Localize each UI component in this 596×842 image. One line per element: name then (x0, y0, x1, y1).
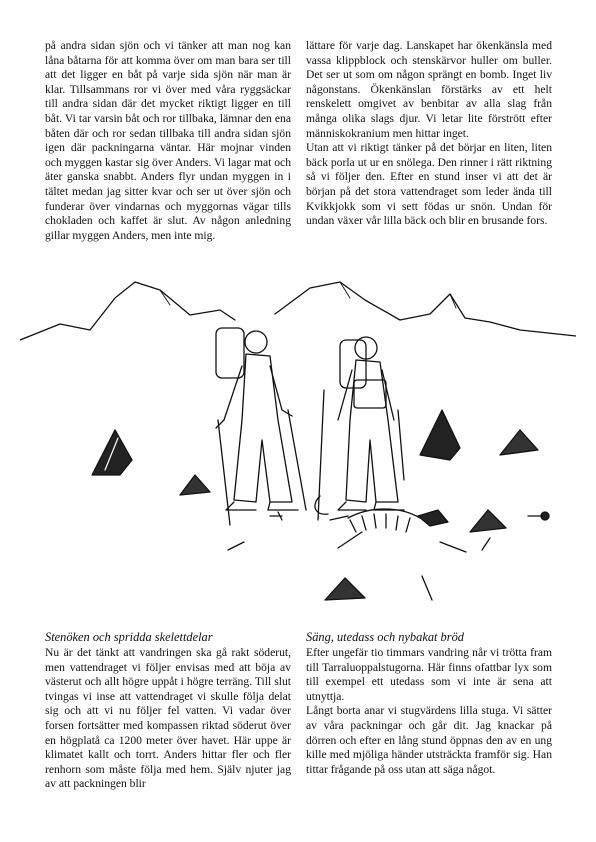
section-heading: Säng, utedass och nybakat bröd (306, 630, 464, 644)
section-heading: Stenöken och spridda skelettdelar (45, 630, 213, 644)
text-column-bottom-right (306, 630, 552, 777)
text-column-top-right (306, 39, 552, 229)
body-paragraph: Långt borta anar vi stugvärdens lilla stuga. Vi sätter av våra packningar och går dit. Jag knackar på dörren och efter en lång stund öppnas den av en ung kille med mjöliga händer utsträckta framför sig. Han tittar frågande på oss utan att säga något. (306, 704, 552, 776)
text-column-bottom-left (45, 630, 291, 792)
body-paragraph: på andra sidan sjön och vi tänker att man nog kan låna båtarna för att komma över om man bara ser till att det ligger en båt på varje sida sjön när man är klar. Tillsammans ror vi över med våra ryggsäckar till andra sidan där det mycket riktigt ligger en till båt. Vi tar varsin båt och ror tillbaka, lämnar den ena båten där och ror sedan tillbaka till andra sidan sjön igen där packningarna väntar. Här mojnar vinden och myggen kastar sig över Anders. Vi lagar mat och äter ganska snabbt. Anders flyr undan myggen in i tältet medan jag sitter kvar och ser ut över sjön och funderar över vindarnas och myggornas vägar tills chokladen och kaffet är slut. Av någon anledning gillar myggen Anders, men inte mig. (45, 39, 291, 242)
hikers-with-skeleton-drawing (20, 270, 576, 625)
text-column-top-left (45, 39, 291, 243)
body-paragraph: Utan att vi riktigt tänker på det börjar en liten, liten bäck porla ut ur en snölega. Den rinner i rätt riktning så vi följer den. Efter en stund inser vi att det är början på det stora vattendraget som leder ända till Kvikkjokk som vi sett födas ur snön. Undan för undan växer vår lilla bäck och blir en brusande fors. (306, 141, 552, 228)
body-paragraph: Efter ungefär tio timmars vandring når vi trötta fram till Tarraluoppalstugorna. Här finns ofattbar lyx som till exempel ett utedass som vi inte är sena att utnyttja. (306, 646, 552, 703)
body-paragraph: lättare för varje dag. Lanskapet har ökenkänsla med vassa klippblock och stenskärvor huller om buller. Det ser ut som om någon sprängt en bomb. Inget liv någonstans. Ökenkänslan förstärks av ett helt renskelett omgivet av benbitar av alla slag från många olika slags djur. Vi letar lite förstrött efter människokranium men hittar inget. (306, 39, 552, 140)
body-paragraph: Nu är det tänkt att vandringen ska gå rakt söderut, men vattendraget vi följer envisas med att böja av västerut och allt högre uppåt i högre terräng. Till slut tvingas vi inse att vattendraget vi skulle följa delat sig och att vi nu följer fel vatten. Vi vadar över forsen fortsätter med kompassen riktad söderut över en högplatå ca 1200 meter över havet. Här uppe är klimatet kallt och torrt. Anders hittar fler och fler renhorn som måste följa med hem. Själv njuter jag av att packningen blir (45, 646, 291, 791)
